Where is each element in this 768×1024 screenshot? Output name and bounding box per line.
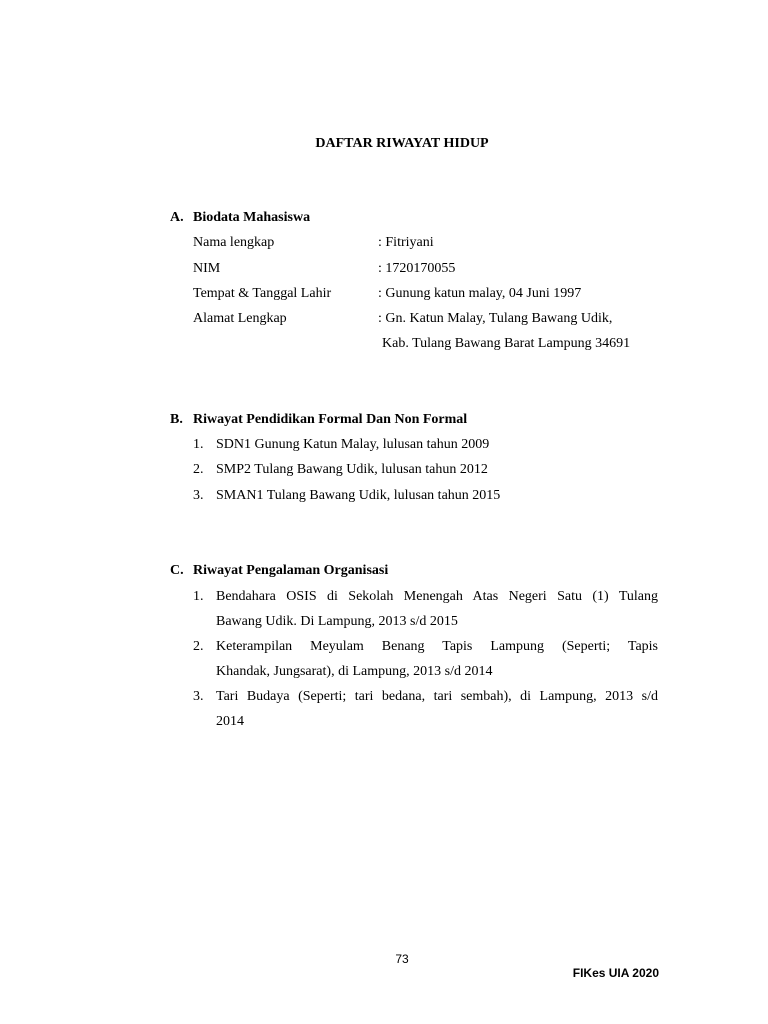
list-number: 3. — [193, 689, 204, 704]
field-value-nama: : Fitriyani — [378, 235, 434, 250]
organization-item — [193, 634, 658, 684]
list-text-line1: Bendahara OSIS di Sekolah Menengah Atas Negeri Satu (1) Tulang — [216, 589, 658, 604]
list-number: 1. — [193, 589, 204, 604]
organization-item — [193, 584, 658, 634]
section-b-heading — [170, 411, 467, 429]
list-number: 2. — [193, 639, 204, 654]
list-number: 2. — [193, 462, 204, 477]
field-value-ttl: : Gunung katun malay, 04 Juni 1997 — [378, 286, 582, 301]
section-c-heading — [170, 562, 388, 580]
footer-text: FIKes UIA 2020 — [572, 966, 659, 980]
list-number: 1. — [193, 437, 204, 452]
organization-item — [193, 684, 658, 734]
list-text: SMAN1 Tulang Bawang Udik, lulusan tahun 2015 — [216, 488, 501, 503]
section-a-letter: A. — [170, 210, 184, 225]
education-item — [193, 483, 658, 508]
list-text-line2: 2014 — [216, 714, 244, 729]
field-value-alamat: : Gn. Katun Malay, Tulang Bawang Udik, — [378, 311, 613, 326]
section-a-title: Biodata Mahasiswa — [193, 210, 311, 225]
list-text-line2: Bawang Udik. Di Lampung, 2013 s/d 2015 — [216, 614, 458, 629]
list-number: 3. — [193, 488, 204, 503]
field-label-ttl: Tempat & Tanggal Lahir — [193, 286, 332, 301]
education-item — [193, 432, 658, 457]
page-title: DAFTAR RIWAYAT HIDUP — [315, 136, 489, 151]
section-b-title: Riwayat Pendidikan Formal Dan Non Formal — [193, 412, 468, 427]
field-label-nama: Nama lengkap — [193, 235, 275, 250]
field-value-nim: : 1720170055 — [378, 261, 456, 276]
list-text-line1: Tari Budaya (Seperti; tari bedana, tari sembah), di Lampung, 2013 s/d — [216, 689, 658, 704]
page-number: 73 — [395, 952, 409, 966]
section-a-heading — [170, 209, 310, 227]
list-text-line2: Khandak, Jungsarat), di Lampung, 2013 s/d 2014 — [216, 664, 493, 679]
section-c-title: Riwayat Pengalaman Organisasi — [193, 563, 389, 578]
field-value-alamat-line2: Kab. Tulang Bawang Barat Lampung 34691 — [382, 336, 631, 351]
education-item — [193, 457, 658, 482]
field-label-nim: NIM — [193, 261, 221, 276]
list-text: SDN1 Gunung Katun Malay, lulusan tahun 2009 — [216, 437, 490, 452]
list-text: SMP2 Tulang Bawang Udik, lulusan tahun 2012 — [216, 462, 488, 477]
section-b-letter: B. — [170, 412, 183, 427]
section-c-letter: C. — [170, 563, 184, 578]
list-text-line1: Keterampilan Meyulam Benang Tapis Lampung (Seperti; Tapis — [216, 639, 658, 654]
field-label-alamat: Alamat Lengkap — [193, 311, 287, 326]
